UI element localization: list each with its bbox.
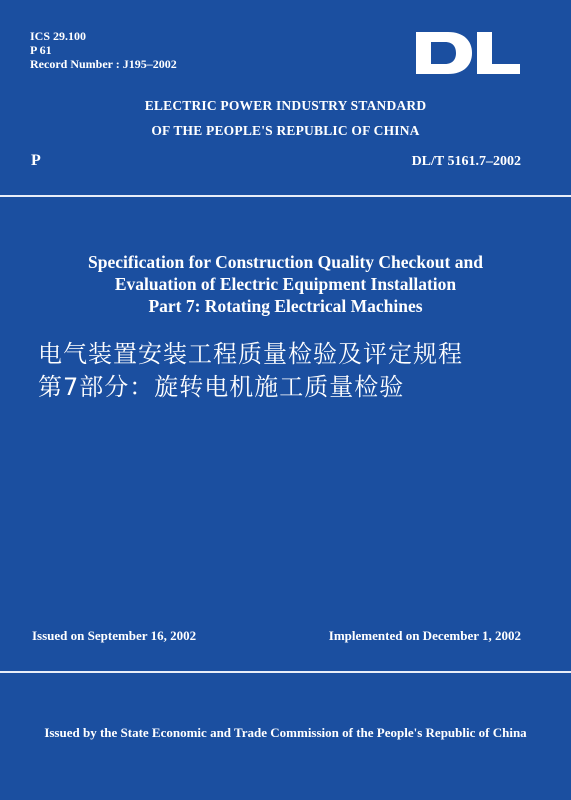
title-cn-line-2: 第7部分：旋转电机施工质量检验 bbox=[38, 373, 405, 401]
dl-logo bbox=[414, 30, 524, 76]
ics-code: ICS 29.100 bbox=[30, 29, 87, 43]
issued-date: Issued on September 16, 2002 bbox=[32, 628, 197, 643]
top-divider bbox=[0, 195, 571, 197]
title-en-line-1: Specification for Construction Quality Checkout and bbox=[88, 252, 483, 272]
bottom-divider bbox=[0, 671, 571, 673]
organization-line-1: ELECTRIC POWER INDUSTRY STANDARD bbox=[144, 98, 427, 113]
title-cn-line-1: 电气装置安装工程质量检验及评定规程 bbox=[38, 340, 463, 368]
record-number: Record Number : J195–2002 bbox=[30, 57, 177, 71]
title-en-line-2: Evaluation of Electric Equipment Installation bbox=[114, 274, 457, 294]
organization-line-2: OF THE PEOPLE'S REPUBLIC OF CHINA bbox=[151, 123, 420, 138]
title-en-line-3: Part 7: Rotating Electrical Machines bbox=[148, 296, 423, 316]
classification-letter: P bbox=[31, 152, 41, 169]
category-code: P 61 bbox=[30, 43, 52, 57]
issuing-authority: Issued by the State Economic and Trade Commission of the People's Republic of China bbox=[44, 725, 527, 740]
implemented-date: Implemented on December 1, 2002 bbox=[328, 628, 521, 643]
standard-code: DL/T 5161.7–2002 bbox=[411, 154, 521, 169]
